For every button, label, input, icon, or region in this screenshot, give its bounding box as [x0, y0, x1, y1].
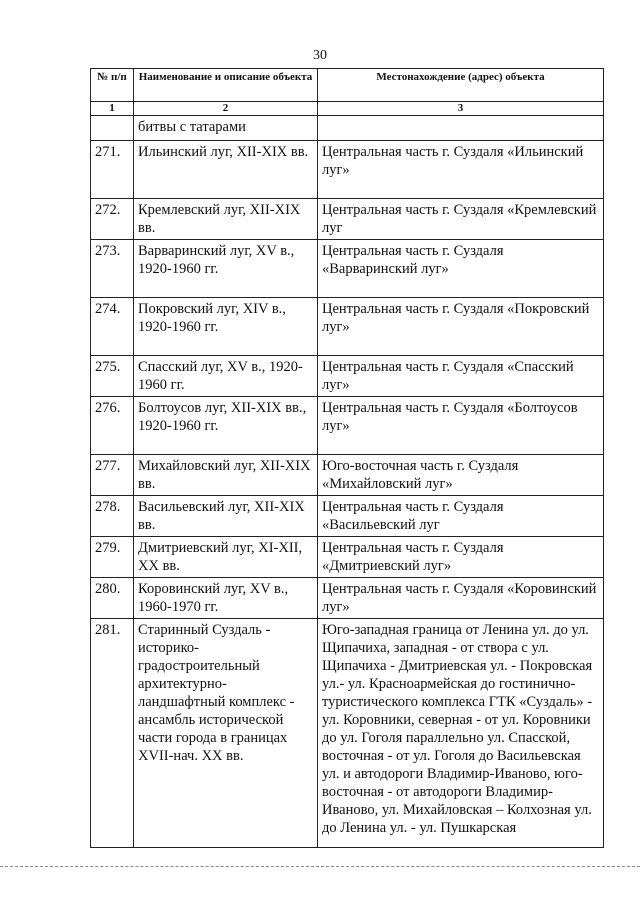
table-row	[91, 240, 604, 298]
column-number-2: 2	[134, 102, 318, 116]
row-name: Спасский луг, XV в., 1920-1960 гг.	[134, 356, 318, 397]
row-name: Васильевский луг, XII-XIX вв.	[134, 496, 318, 537]
row-num: 276.	[91, 397, 134, 455]
continuation-row	[91, 116, 604, 141]
column-number-3: 3	[318, 102, 604, 116]
row-location: Центральная часть г. Суздаля «Спасский луг»	[318, 356, 604, 397]
row-num: 277.	[91, 455, 134, 496]
table-row	[91, 397, 604, 455]
row-num: 272.	[91, 199, 134, 240]
row-name: Михайловский луг, XII-XIX вв.	[134, 455, 318, 496]
row-num: 281.	[91, 619, 134, 848]
monuments-table	[90, 68, 604, 848]
row-name: Дмитриевский луг, XI-XII, XX вв.	[134, 537, 318, 578]
header-name: Наименование и описание объекта	[134, 69, 318, 102]
table-row	[91, 455, 604, 496]
row-location: Юго-восточная часть г. Суздаля «Михайловский луг»	[318, 455, 604, 496]
row-name: Болтоусов луг, XII-XIX вв., 1920-1960 гг.	[134, 397, 318, 455]
table-row	[91, 141, 604, 199]
row-name: Кремлевский луг, XII-XIX вв.	[134, 199, 318, 240]
table-row	[91, 356, 604, 397]
continuation-name-cell: битвы с татарами	[134, 116, 318, 141]
row-name: Ильинский луг, XII-XIX вв.	[134, 141, 318, 199]
row-location: Центральная часть г. Суздаля «Коровинский луг»	[318, 578, 604, 619]
continuation-num-cell	[91, 116, 134, 141]
row-name: Варваринский луг, XV в., 1920-1960 гг.	[134, 240, 318, 298]
header-num: № п/п	[91, 69, 134, 102]
row-name: Старинный Суздаль - историко-градостроительный архитектурно-ландшафтный комплекс - ансамбль исторической части города в границах XVII-нач. XX вв.	[134, 619, 318, 848]
row-num: 274.	[91, 298, 134, 356]
header-location: Местонахождение (адрес) объекта	[318, 69, 604, 102]
row-num: 279.	[91, 537, 134, 578]
row-name: Коровинский луг, XV в., 1960-1970 гг.	[134, 578, 318, 619]
page-number: 30	[313, 48, 327, 63]
row-num: 278.	[91, 496, 134, 537]
row-location: Центральная часть г. Суздаля «Покровский луг»	[318, 298, 604, 356]
row-num: 273.	[91, 240, 134, 298]
table-header-row	[91, 69, 604, 102]
table-row	[91, 496, 604, 537]
table-row	[91, 298, 604, 356]
row-location: Центральная часть г. Суздаля «Болтоусов луг»	[318, 397, 604, 455]
row-num: 271.	[91, 141, 134, 199]
row-num: 275.	[91, 356, 134, 397]
row-location: Центральная часть г. Суздаля «Варваринский луг»	[318, 240, 604, 298]
table-row	[91, 537, 604, 578]
row-location: Юго-западная граница от Ленина ул. до ул. Щипачиха, западная - от створа с ул. Щипачиха - Дмитриевская ул. - Покровская ул.- ул. Красноармейская до гостинично-туристического комплекса ГТК «Суздаль» - ул. Коровники, северная - от ул. Коровники до ул. Гоголя параллельно ул. Спасской, восточная - от ул. Гоголя до Васильевская ул. и автодороги Владимир-Иваново, юго-восточная - от автодороги Владимир-Иваново, ул. Михайловская – Колхозная ул. до Ленина ул. - ул. Пушкарская	[318, 619, 604, 848]
table-row	[91, 619, 604, 848]
table-row	[91, 199, 604, 240]
page-bottom-divider	[0, 866, 640, 867]
row-num: 280.	[91, 578, 134, 619]
continuation-location-cell	[318, 116, 604, 141]
row-location: Центральная часть г. Суздаля «Ильинский луг»	[318, 141, 604, 199]
column-number-1: 1	[91, 102, 134, 116]
row-location: Центральная часть г. Суздаля «Васильевский луг	[318, 496, 604, 537]
row-name: Покровский луг, XIV в., 1920-1960 гг.	[134, 298, 318, 356]
table-row	[91, 578, 604, 619]
column-number-row	[91, 102, 604, 116]
row-location: Центральная часть г. Суздаля «Дмитриевский луг»	[318, 537, 604, 578]
row-location: Центральная часть г. Суздаля «Кремлевский луг	[318, 199, 604, 240]
